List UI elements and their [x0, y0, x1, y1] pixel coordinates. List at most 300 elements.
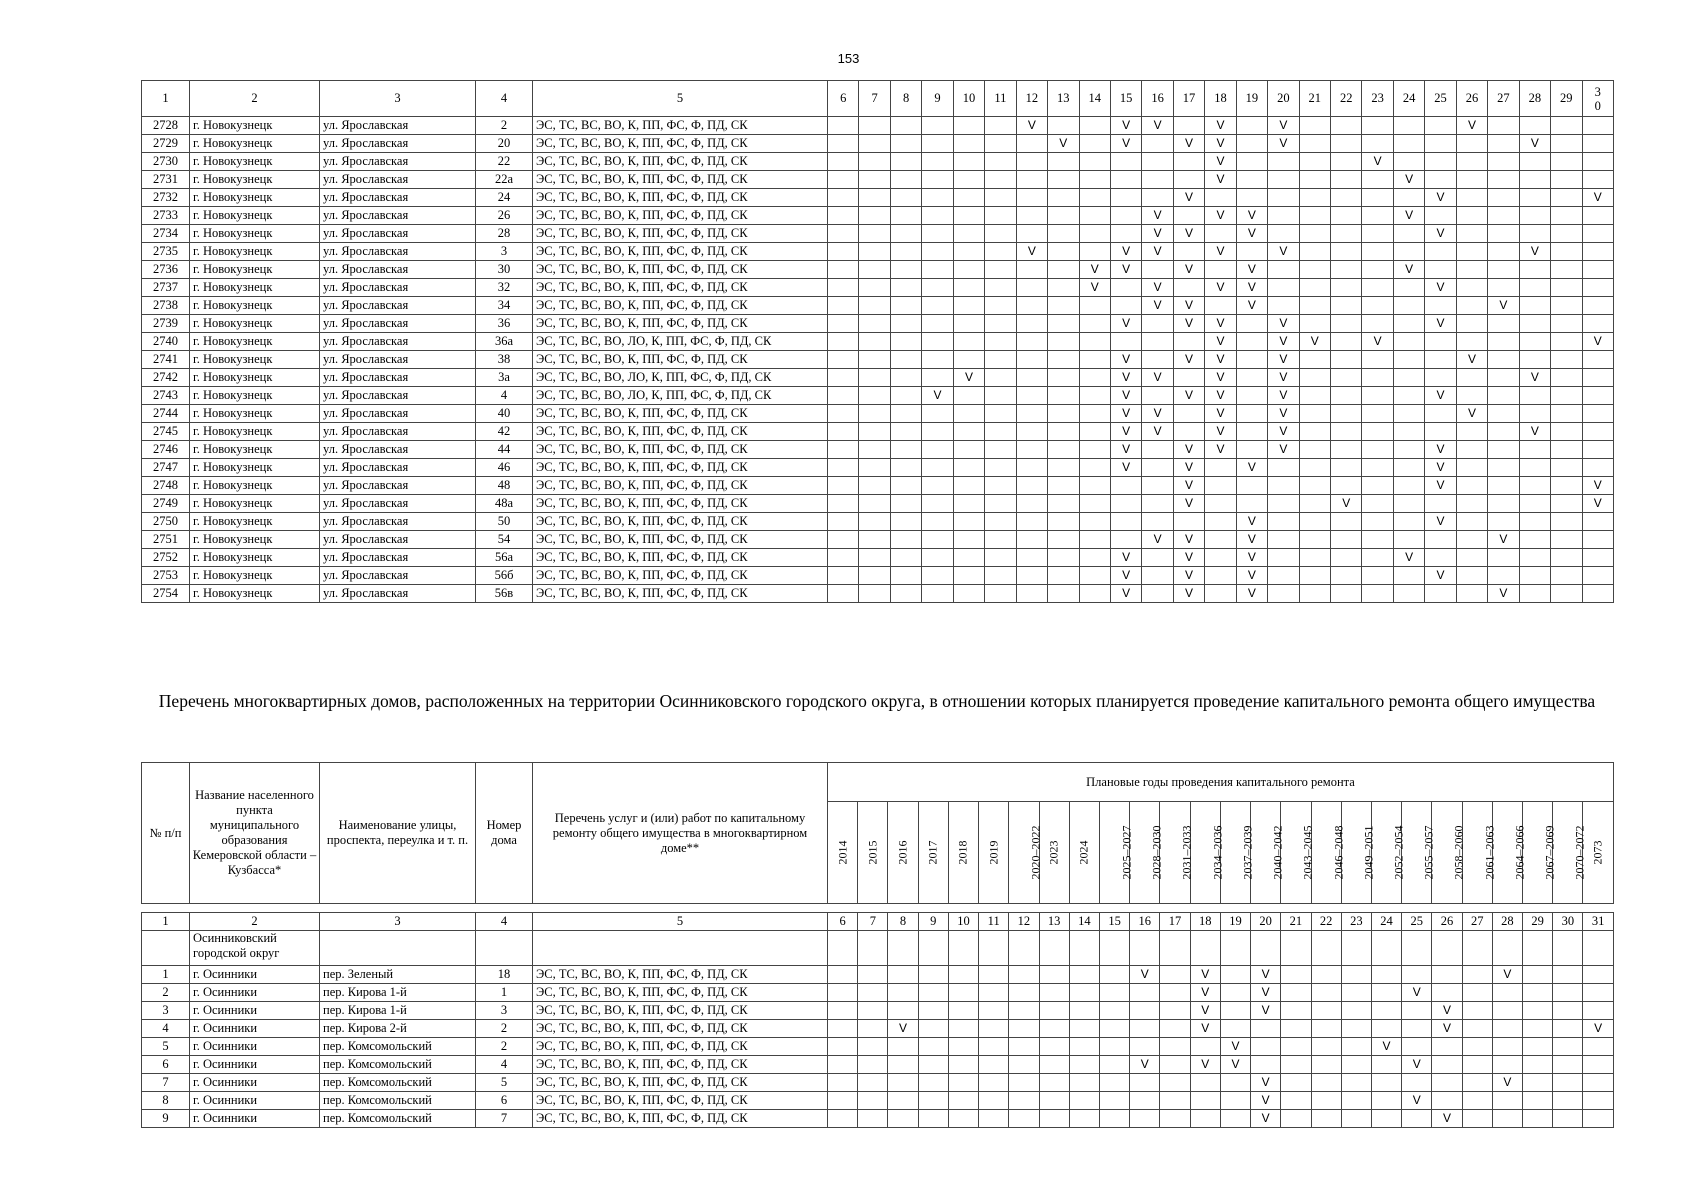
empty-cell	[1553, 984, 1583, 1002]
empty-cell	[1462, 1092, 1492, 1110]
empty-cell	[1582, 585, 1613, 603]
empty-cell	[1488, 369, 1519, 387]
city-cell: г. Осинники	[190, 1020, 320, 1038]
empty-cell	[1488, 171, 1519, 189]
empty-cell	[953, 261, 984, 279]
empty-cell	[1362, 549, 1393, 567]
empty-cell	[1009, 1092, 1039, 1110]
empty-cell	[859, 423, 890, 441]
works-cell: ЭС, ТС, ВС, ВО, К, ПП, ФС, Ф, ПД, СК	[533, 1020, 828, 1038]
empty-cell	[1456, 171, 1487, 189]
empty-cell	[859, 315, 890, 333]
repair-mark: V	[1362, 153, 1393, 171]
empty-cell	[890, 405, 921, 423]
empty-cell	[1393, 315, 1424, 333]
empty-cell	[1425, 117, 1456, 135]
empty-cell	[1130, 1020, 1160, 1038]
column-number-cell: 28	[1519, 81, 1550, 117]
column-number-cell: 29	[1523, 913, 1553, 931]
empty-cell	[1281, 1002, 1311, 1020]
repair-mark: V	[1402, 1056, 1432, 1074]
repair-mark: V	[1205, 171, 1236, 189]
column-number-cell: 6	[828, 913, 858, 931]
empty-cell	[1582, 405, 1613, 423]
repair-mark: V	[1173, 315, 1204, 333]
table-row	[142, 171, 1614, 189]
repair-mark: V	[1205, 423, 1236, 441]
empty-cell	[1331, 225, 1362, 243]
empty-cell	[1160, 1020, 1190, 1038]
repair-mark: V	[1110, 423, 1141, 441]
empty-cell	[1456, 261, 1487, 279]
empty-cell	[1582, 117, 1613, 135]
empty-cell	[1519, 189, 1550, 207]
table-row	[142, 966, 1614, 984]
year-label: 2014	[835, 840, 850, 865]
empty-cell	[985, 405, 1016, 423]
empty-cell	[922, 351, 953, 369]
empty-cell	[1341, 1020, 1371, 1038]
row-number: 2754	[142, 585, 190, 603]
empty-cell	[1160, 1092, 1190, 1110]
table-row	[142, 135, 1614, 153]
empty-cell	[890, 531, 921, 549]
empty-cell	[1110, 279, 1141, 297]
empty-cell	[1488, 441, 1519, 459]
empty-cell	[1039, 1056, 1069, 1074]
empty-cell	[985, 513, 1016, 531]
empty-cell	[1393, 189, 1424, 207]
empty-cell	[1110, 333, 1141, 351]
house-cell: 5	[476, 1074, 533, 1092]
empty-cell	[1523, 1002, 1553, 1020]
empty-cell	[1331, 153, 1362, 171]
empty-cell	[858, 931, 888, 966]
empty-cell	[1393, 405, 1424, 423]
empty-cell	[985, 567, 1016, 585]
empty-cell	[1551, 585, 1582, 603]
empty-cell	[1299, 207, 1330, 225]
empty-cell	[953, 189, 984, 207]
empty-cell	[1311, 1038, 1341, 1056]
empty-cell	[828, 207, 859, 225]
empty-cell	[1299, 297, 1330, 315]
empty-cell	[1583, 1038, 1613, 1056]
empty-cell	[858, 1074, 888, 1092]
repair-mark: V	[1173, 297, 1204, 315]
empty-cell	[1205, 459, 1236, 477]
empty-cell	[1425, 531, 1456, 549]
column-number-cell: 14	[1069, 913, 1099, 931]
table-row	[142, 207, 1614, 225]
empty-cell	[918, 1074, 948, 1092]
house-cell: 4	[476, 387, 533, 405]
street-cell: пер. Комсомольский	[320, 1074, 476, 1092]
empty-cell	[1582, 261, 1613, 279]
column-number-cell: 15	[1110, 81, 1141, 117]
table-row	[142, 1074, 1614, 1092]
repair-mark: V	[1190, 1020, 1220, 1038]
repair-mark: V	[1456, 405, 1487, 423]
year-header-cell	[1462, 802, 1497, 904]
row-number: 2740	[142, 333, 190, 351]
street-cell: ул. Ярославская	[320, 117, 476, 135]
empty-cell	[1311, 1020, 1341, 1038]
empty-cell	[922, 531, 953, 549]
empty-cell	[979, 984, 1009, 1002]
empty-cell	[1362, 369, 1393, 387]
empty-cell	[1393, 513, 1424, 531]
empty-cell	[1362, 405, 1393, 423]
repair-mark: V	[1236, 225, 1267, 243]
empty-cell	[985, 189, 1016, 207]
empty-cell	[1299, 531, 1330, 549]
column-number-cell: 11	[985, 81, 1016, 117]
repair-mark: V	[1299, 333, 1330, 351]
empty-cell	[1236, 387, 1267, 405]
empty-cell	[1069, 1092, 1099, 1110]
empty-cell	[1456, 423, 1487, 441]
empty-cell	[1553, 1038, 1583, 1056]
column-number-cell: 26	[1456, 81, 1487, 117]
empty-cell	[1039, 1074, 1069, 1092]
repair-mark: V	[1173, 567, 1204, 585]
empty-cell	[1331, 369, 1362, 387]
empty-cell	[1331, 171, 1362, 189]
empty-cell	[1371, 931, 1401, 966]
house-cell: 36	[476, 315, 533, 333]
empty-cell	[1236, 315, 1267, 333]
year-label: 2052–2054	[1391, 825, 1406, 880]
empty-cell	[1523, 984, 1553, 1002]
empty-cell	[1048, 171, 1079, 189]
empty-cell	[1142, 135, 1173, 153]
column-number-cell: 28	[1492, 913, 1522, 931]
repair-mark: V	[1205, 279, 1236, 297]
empty-cell	[985, 387, 1016, 405]
table-row	[142, 549, 1614, 567]
empty-cell	[953, 441, 984, 459]
empty-cell	[1142, 153, 1173, 171]
empty-cell	[1299, 567, 1330, 585]
empty-cell	[1039, 931, 1069, 966]
empty-cell	[1432, 1092, 1462, 1110]
repair-mark: V	[1236, 261, 1267, 279]
empty-cell	[1425, 135, 1456, 153]
empty-cell	[1371, 1002, 1401, 1020]
empty-cell	[1362, 297, 1393, 315]
empty-cell	[1488, 459, 1519, 477]
empty-cell	[1160, 984, 1190, 1002]
empty-cell	[1173, 333, 1204, 351]
table-row	[142, 315, 1614, 333]
empty-cell	[890, 297, 921, 315]
empty-cell	[1402, 1002, 1432, 1020]
empty-cell	[1456, 513, 1487, 531]
empty-cell	[1553, 1002, 1583, 1020]
repair-mark: V	[1220, 1038, 1250, 1056]
empty-cell	[1432, 984, 1462, 1002]
repair-mark: V	[1251, 984, 1281, 1002]
column-number-cell: 10	[948, 913, 978, 931]
empty-cell	[922, 459, 953, 477]
empty-cell	[1016, 405, 1047, 423]
empty-cell	[1048, 405, 1079, 423]
repair-mark: V	[1456, 117, 1487, 135]
empty-cell	[1462, 1002, 1492, 1020]
empty-cell	[859, 585, 890, 603]
empty-cell	[985, 351, 1016, 369]
empty-cell	[1462, 1056, 1492, 1074]
empty-cell	[1492, 1020, 1522, 1038]
house-cell: 56а	[476, 549, 533, 567]
city-cell: г. Новокузнецк	[190, 117, 320, 135]
empty-cell	[828, 441, 859, 459]
empty-cell	[1393, 117, 1424, 135]
empty-cell	[1173, 117, 1204, 135]
repair-mark: V	[953, 369, 984, 387]
empty-cell	[1299, 135, 1330, 153]
city-cell: г. Осинники	[190, 1038, 320, 1056]
empty-cell	[1236, 333, 1267, 351]
empty-cell	[1173, 405, 1204, 423]
empty-cell	[828, 477, 859, 495]
repair-mark: V	[1425, 279, 1456, 297]
year-header-cell	[979, 802, 1009, 904]
column-number-cell: 25	[1425, 81, 1456, 117]
works-cell: ЭС, ТС, ВС, ВО, К, ПП, ФС, Ф, ПД, СК	[533, 135, 828, 153]
empty-cell	[1173, 279, 1204, 297]
row-number: 2748	[142, 477, 190, 495]
repair-mark: V	[1519, 135, 1550, 153]
repair-mark: V	[1251, 1110, 1281, 1128]
empty-cell	[1551, 513, 1582, 531]
empty-cell	[1553, 1110, 1583, 1128]
works-cell: ЭС, ТС, ВС, ВО, К, ПП, ФС, Ф, ПД, СК	[533, 207, 828, 225]
street-cell: ул. Ярославская	[320, 531, 476, 549]
empty-cell	[1425, 351, 1456, 369]
repair-mark: V	[1110, 135, 1141, 153]
empty-cell	[1079, 405, 1110, 423]
empty-cell	[1110, 531, 1141, 549]
empty-cell	[985, 531, 1016, 549]
empty-cell	[953, 585, 984, 603]
empty-cell	[828, 117, 859, 135]
empty-cell	[1142, 513, 1173, 531]
repair-mark: V	[1425, 315, 1456, 333]
empty-cell	[1173, 153, 1204, 171]
empty-cell	[1236, 153, 1267, 171]
empty-cell	[1488, 261, 1519, 279]
empty-cell	[1099, 931, 1129, 966]
city-cell: г. Новокузнецк	[190, 261, 320, 279]
repair-mark: V	[1236, 459, 1267, 477]
works-cell: ЭС, ТС, ВС, ВО, К, ПП, ФС, Ф, ПД, СК	[533, 423, 828, 441]
empty-cell	[1268, 495, 1299, 513]
empty-cell	[1016, 477, 1047, 495]
empty-cell	[1048, 513, 1079, 531]
empty-cell	[1039, 1002, 1069, 1020]
year-label: 2064–2066	[1512, 825, 1527, 880]
row-number: 2747	[142, 459, 190, 477]
empty-cell	[1362, 531, 1393, 549]
row-number: 2733	[142, 207, 190, 225]
repair-mark: V	[1110, 567, 1141, 585]
repair-mark: V	[1110, 369, 1141, 387]
empty-cell	[1432, 1056, 1462, 1074]
repair-mark: V	[1142, 243, 1173, 261]
empty-cell	[1492, 1056, 1522, 1074]
city-cell: г. Новокузнецк	[190, 405, 320, 423]
row-number: 3	[142, 1002, 190, 1020]
works-cell: ЭС, ТС, ВС, ВО, К, ПП, ФС, Ф, ПД, СК	[533, 153, 828, 171]
street-cell: пер. Комсомольский	[320, 1056, 476, 1074]
empty-cell	[922, 189, 953, 207]
empty-cell	[1079, 369, 1110, 387]
empty-cell	[1425, 207, 1456, 225]
repair-mark: V	[1268, 387, 1299, 405]
empty-cell	[859, 549, 890, 567]
street-cell: ул. Ярославская	[320, 351, 476, 369]
empty-cell	[985, 333, 1016, 351]
repair-mark: V	[1488, 297, 1519, 315]
empty-cell	[1553, 966, 1583, 984]
empty-cell	[1142, 585, 1173, 603]
empty-cell	[1205, 495, 1236, 513]
column-number-cell: 29	[1551, 81, 1582, 117]
empty-cell	[1311, 1002, 1341, 1020]
empty-cell	[1039, 1038, 1069, 1056]
repair-mark: V	[1190, 1056, 1220, 1074]
empty-cell	[985, 369, 1016, 387]
empty-cell	[1551, 423, 1582, 441]
empty-cell	[1236, 405, 1267, 423]
street-cell: ул. Ярославская	[320, 153, 476, 171]
empty-cell	[1311, 931, 1341, 966]
row-number: 2745	[142, 423, 190, 441]
empty-cell	[1048, 117, 1079, 135]
empty-cell	[1190, 1038, 1220, 1056]
empty-cell	[979, 1092, 1009, 1110]
empty-cell	[1009, 931, 1039, 966]
empty-cell	[890, 477, 921, 495]
year-header-cell	[858, 802, 888, 904]
empty-cell	[1079, 135, 1110, 153]
empty-cell	[1553, 1092, 1583, 1110]
empty-cell	[1268, 189, 1299, 207]
housing-table-osinniki	[141, 912, 1614, 1128]
empty-cell	[1551, 243, 1582, 261]
empty-cell	[1583, 931, 1613, 966]
row-number: 2730	[142, 153, 190, 171]
empty-cell	[1583, 966, 1613, 984]
empty-cell	[1099, 1110, 1129, 1128]
year-header-cell	[1099, 802, 1134, 904]
empty-cell	[1016, 567, 1047, 585]
empty-cell	[1553, 931, 1583, 966]
table-row	[142, 1110, 1614, 1128]
empty-cell	[1341, 966, 1371, 984]
city-cell: г. Новокузнецк	[190, 243, 320, 261]
empty-cell	[1362, 207, 1393, 225]
repair-mark: V	[1016, 243, 1047, 261]
empty-cell	[1069, 1020, 1099, 1038]
empty-cell	[948, 1092, 978, 1110]
empty-cell	[1393, 387, 1424, 405]
year-header-cell	[1039, 802, 1069, 904]
empty-cell	[1523, 1092, 1553, 1110]
empty-cell	[859, 243, 890, 261]
empty-cell	[1299, 369, 1330, 387]
empty-cell	[1039, 1092, 1069, 1110]
empty-cell	[1553, 1020, 1583, 1038]
column-number-cell: 24	[1393, 81, 1424, 117]
empty-cell	[1425, 333, 1456, 351]
repair-mark: V	[1582, 189, 1613, 207]
empty-cell	[1079, 333, 1110, 351]
empty-cell	[1371, 1110, 1401, 1128]
empty-cell	[1268, 279, 1299, 297]
empty-cell	[1311, 1074, 1341, 1092]
city-cell: г. Новокузнецк	[190, 513, 320, 531]
empty-cell	[858, 1092, 888, 1110]
empty-cell	[1551, 153, 1582, 171]
repair-mark: V	[1205, 369, 1236, 387]
housing-table-osinniki-header	[141, 762, 1614, 904]
empty-cell	[1099, 1002, 1129, 1020]
empty-cell	[1016, 261, 1047, 279]
empty-cell	[979, 1038, 1009, 1056]
empty-cell	[1551, 531, 1582, 549]
empty-cell	[1519, 585, 1550, 603]
house-cell: 20	[476, 135, 533, 153]
repair-mark: V	[1492, 966, 1522, 984]
repair-mark: V	[1425, 477, 1456, 495]
empty-cell	[1311, 1110, 1341, 1128]
house-cell: 56в	[476, 585, 533, 603]
works-cell: ЭС, ТС, ВС, ВО, К, ПП, ФС, Ф, ПД, СК	[533, 984, 828, 1002]
house-cell: 46	[476, 459, 533, 477]
empty-cell	[828, 297, 859, 315]
year-label: 2019	[986, 840, 1001, 865]
empty-cell	[953, 279, 984, 297]
table-row	[142, 261, 1614, 279]
city-cell: г. Новокузнецк	[190, 495, 320, 513]
empty-cell	[1519, 297, 1550, 315]
empty-cell	[1523, 1110, 1553, 1128]
empty-cell	[1425, 261, 1456, 279]
empty-cell	[1205, 225, 1236, 243]
row-number: 2	[142, 984, 190, 1002]
row-number: 2749	[142, 495, 190, 513]
empty-cell	[1582, 207, 1613, 225]
empty-cell	[1048, 207, 1079, 225]
city-cell: г. Новокузнецк	[190, 531, 320, 549]
empty-cell	[1281, 1038, 1311, 1056]
empty-cell	[922, 585, 953, 603]
repair-mark: V	[1205, 387, 1236, 405]
empty-cell	[1079, 351, 1110, 369]
empty-cell	[922, 171, 953, 189]
empty-cell	[1583, 1002, 1613, 1020]
empty-cell	[1492, 1038, 1522, 1056]
empty-cell	[888, 1038, 918, 1056]
empty-cell	[1456, 549, 1487, 567]
empty-cell	[1362, 315, 1393, 333]
empty-cell	[1331, 333, 1362, 351]
empty-cell	[1205, 513, 1236, 531]
empty-cell	[1236, 477, 1267, 495]
